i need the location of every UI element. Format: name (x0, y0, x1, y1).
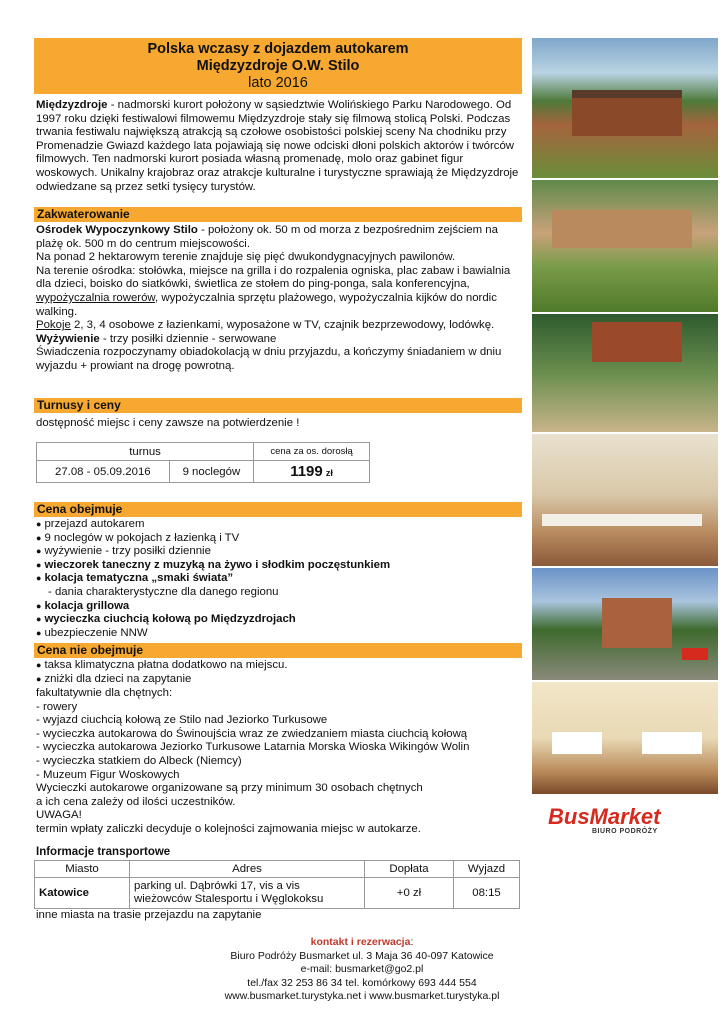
food-paragraph-2: Świadczenia rozpoczynamy obiadokolacją w dniu przyjazdu, a kończymy śniadaniem w dniu wyjazdu + prowiant na drogę powrotną. (36, 346, 502, 372)
bullet-icon: ● (36, 627, 42, 638)
terms-col-price: cena za os. dorosłą (254, 443, 370, 461)
food-label: Wyżywienie (36, 332, 100, 345)
list-item-text: kolacja grillowa (44, 599, 130, 612)
list-item-text: taksa klimatyczna płatna dodatkowo na miejscu. (44, 659, 288, 671)
excluded-line: fakultatywnie dla chętnych: (36, 687, 173, 699)
excluded-line: - wycieczka autokarowa do Świnoujścia wraz ze zwiedzaniem miasta ciuchcią kołową (36, 727, 468, 740)
excluded-line: - wyjazd ciuchcią kołową ze Stilo nad Jeziorko Turkusowe (36, 714, 328, 727)
excluded-line: termin wpłaty zaliczki decyduje o kolejności zajmowania miejsc w autokarze. (36, 822, 421, 835)
list-item-text: wieczorek taneczny z muzyką na żywo i słodkim poczęstunkiem (44, 558, 391, 571)
bullet-icon: ● (36, 519, 42, 529)
logo-name: BusMarket (548, 804, 661, 829)
list-item-text: przejazd autokarem (44, 518, 145, 530)
table-row (37, 461, 370, 483)
title-line-2: Międzyzdroje O.W. Stilo (196, 58, 360, 74)
transport-header-fee: Dopłata (365, 861, 454, 878)
list-item-text: wyżywienie - trzy posiłki dziennie (44, 545, 211, 558)
bullet-icon: ● (36, 600, 42, 611)
excluded-line: Wycieczki autokarowe organizowane są przy minimum 30 osobach chętnych (36, 782, 423, 795)
rooms-label: Pokoje (36, 319, 71, 332)
transport-heading: Informacje transportowe (36, 846, 171, 858)
terms-price: 1199 (290, 463, 323, 480)
bullet-icon: ● (36, 573, 42, 584)
excluded-lines (36, 687, 522, 837)
footer-websites[interactable]: www.busmarket.turystyka.net i www.busmarket.turystyka.pl (224, 990, 500, 1002)
footer-contact (200, 936, 524, 1004)
photo-playground (532, 314, 718, 432)
transport-note: inne miasta na trasie przejazdu na zapytanie (36, 909, 262, 921)
title-banner (34, 38, 522, 94)
list-item-text: 9 noclegów w pokojach z łazienką i TV (44, 531, 240, 544)
footer-email[interactable]: e-mail: busmarket@go2.pl (300, 963, 424, 975)
resort-name: Ośrodek Wypoczynkowy Stilo (36, 224, 198, 236)
intro-lead: Międzyzdroje (36, 99, 108, 111)
section-terms: Turnusy i ceny (34, 398, 522, 413)
list-item-text: wycieczka ciuchcią kołową po Międzyzdrojach (44, 613, 296, 626)
section-included: Cena obejmuje (34, 502, 522, 517)
bullet-icon: ● (36, 546, 42, 557)
title-line-1: Polska wczasy z dojazdem autokarem (147, 41, 409, 57)
list-item (36, 659, 522, 673)
excluded-line: - wycieczka autokarowa Jeziorko Turkusowe Latarnia Morska Wioska Wikingów Wolin (36, 741, 470, 754)
terms-price-cell (254, 461, 370, 483)
list-item (36, 586, 522, 600)
excluded-line: - rowery (36, 700, 78, 713)
intro-paragraph (36, 99, 522, 194)
photo-room (532, 682, 718, 794)
list-item (36, 559, 522, 573)
transport-header-time: Wyjazd (454, 861, 520, 878)
accommodation-text (36, 224, 522, 374)
transport-header-address: Adres (130, 861, 365, 878)
list-item (36, 613, 522, 627)
terms-col-turnus: turnus (37, 443, 254, 461)
intro-text: - nadmorski kurort położony w sąsiedztwie Wolińskiego Parku Narodowego. Od 1997 roku dzięki festiwalowi filmowemu Międzyzdroje stały się filmową stolicą Polski. Podczas trwania festiwalu największą atrakcją są czołowe osobistości polskiej sceny Na chodniku przy Promenadzie Gwiazd każdego lata pojawiają się nowe odciski dłoni polskich aktorów i twórców filmowych. Ten nadmorski kurort posiada własną promenadę, molo oraz gabinet figur woskowych. Unikalny krajobraz oraz atrakcje kulturalne i turystyczne sprawiają że Międzyzdroje odwiedzane są przez setki tysięcy turystów. (36, 99, 519, 193)
list-item (36, 600, 522, 614)
transport-city: Katowice (35, 878, 130, 909)
list-item (36, 627, 522, 641)
accommodation-p2: Na ponad 2 hektarowym terenie znajduje się pięć dwukondygnacyjnych pawilonów. (36, 251, 456, 264)
transport-table (34, 860, 520, 909)
list-item-text: - dania charakterystyczne dla danego regionu (48, 585, 279, 598)
list-item (36, 673, 522, 687)
bullet-icon: ● (36, 660, 42, 670)
terms-nights: 9 noclegów (169, 461, 253, 483)
table-row (35, 878, 520, 909)
transport-time: 08:15 (454, 878, 520, 909)
bike-rental-link[interactable]: wypożyczalnia rowerów (36, 291, 156, 304)
photo-resort-pavilions (532, 38, 718, 178)
transport-address: parking ul. Dąbrówki 17, vis a vis wieżowców Stalesportu i Węglokoksu (130, 878, 365, 909)
excluded-line: a ich cena zależy od ilości uczestników. (36, 795, 236, 808)
accommodation-p3 (36, 265, 522, 319)
accommodation-p1: - położony ok. 50 m od morza z bezpośrednim zejściem na plażę ok. 500 m do centrum miejscowości. (36, 224, 498, 250)
footer-heading: kontakt i rezerwacja (310, 936, 411, 948)
photo-resort-garden (532, 180, 718, 312)
list-item (36, 572, 522, 586)
accommodation-p3b: , wypożyczalnia sprzętu plażowego, wypożyczalnia kijków do nordic walking. (36, 291, 497, 318)
logo-sub: BIURO PODRÓŻY (592, 828, 658, 835)
transport-fee: +0 zł (365, 878, 454, 909)
rooms-paragraph (36, 319, 522, 333)
list-item-text: kolacja tematyczna „smaki świata” (44, 572, 234, 585)
included-list (36, 518, 522, 640)
photo-dining-room (532, 434, 718, 566)
accommodation-p3a: Na terenie ośrodka: stołówka, miejsce na grilla i do rozpalenia ogniska, plac zabaw i bawialnia dla dzieci, boisko do siatkówki, świetlica ze stołem do ping-ponga, sala konferencyjna, (36, 264, 511, 291)
footer-colon: : (410, 936, 414, 948)
excluded-list (36, 659, 522, 686)
busmarket-logo (548, 806, 718, 836)
bullet-icon: ● (36, 614, 42, 625)
excluded-line: - Muzeum Figur Woskowych (36, 768, 180, 781)
terms-note: dostępność miejsc i ceny zawsze na potwierdzenie ! (36, 417, 300, 429)
section-excluded: Cena nie obejmuje (34, 643, 522, 658)
footer-address: Biuro Podróży Busmarket ul. 3 Maja 36 40-097 Katowice (230, 949, 494, 962)
section-accommodation: Zakwaterowanie (34, 207, 522, 222)
list-item (36, 532, 522, 546)
title-line-3: lato 2016 (248, 75, 308, 91)
excluded-line: - wycieczka statkiem do Albeck (Niemcy) (36, 754, 242, 767)
excluded-line: UWAGA! (36, 809, 82, 822)
bullet-icon: ● (36, 673, 42, 684)
rooms-text: 2, 3, 4 osobowe z łazienkami, wyposażone w TV, czajnik bezprzewodowy, lodówkę. (70, 319, 495, 332)
list-item-text: zniżki dla dzieci na zapytanie (44, 672, 192, 685)
terms-currency: zł (325, 468, 333, 478)
photo-building (532, 568, 718, 680)
terms-table (36, 442, 370, 483)
bullet-icon: ● (36, 532, 42, 543)
food-paragraph (36, 333, 522, 347)
list-item-text: ubezpieczenie NNW (44, 626, 148, 639)
bullet-icon: ● (36, 559, 42, 570)
footer-phone: tel./fax 32 253 86 34 tel. komórkowy 693 444 554 (247, 976, 477, 989)
terms-dates: 27.08 - 05.09.2016 (37, 461, 170, 483)
list-item (36, 518, 522, 532)
list-item (36, 545, 522, 559)
food-text: - trzy posiłki dziennie - serwowane (99, 332, 277, 345)
transport-header-city: Miasto (35, 861, 130, 878)
